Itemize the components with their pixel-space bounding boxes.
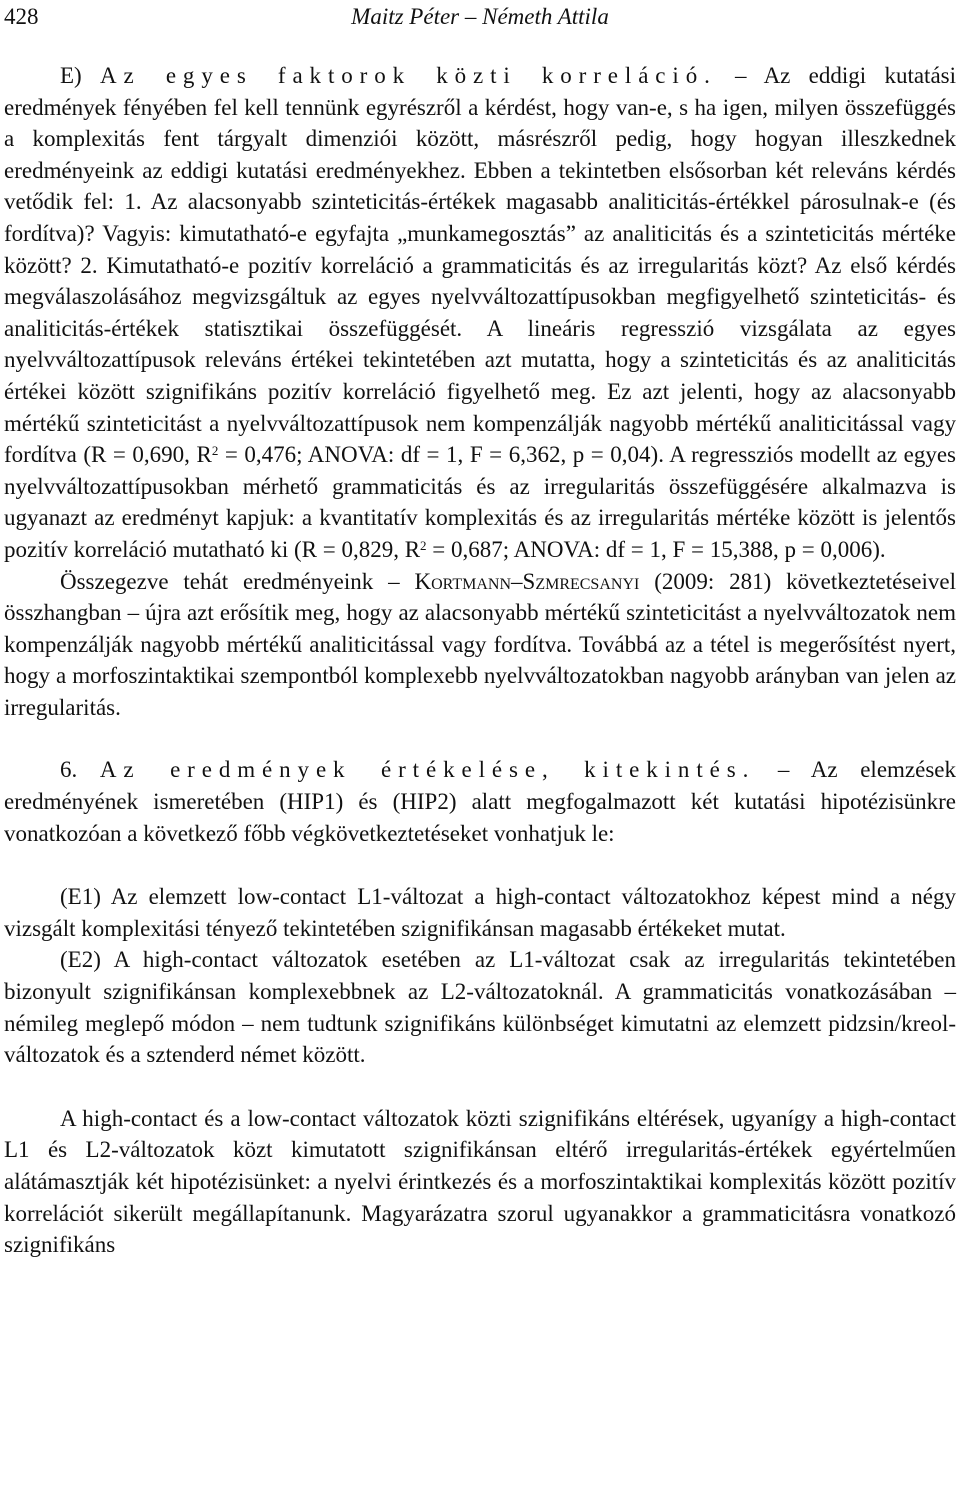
paragraph-correlation [4,60,956,566]
superscript: 2 [420,537,427,553]
section-label: E) [60,63,82,88]
page-number: 428 [4,4,39,29]
author-citation: Kortmann–Szmrecsanyi [414,568,640,594]
paragraph-text: = 0,476; ANOVA: df = 1, F = 6,362, p = 0,04). A regressziós modellt az egyes nyelvváltozattípusokban mérhető grammaticitás és az irregularitás összefüggésére alkalmazva is ugyanazt az eredményt kapjuk: a kvantitatív komplexitás és az irregularitás mértéke között is jelentős pozitív korreláció mutatható ki (R = 0,829, R [4,442,956,562]
section-title: Az egyes faktorok közti korreláció. [100,63,717,88]
section-label: 6. [60,757,78,783]
paragraph-text: Összegezve tehát eredményeink – [60,568,415,594]
paragraph-text: – Az eddigi kutatási eredmények fényében fel kell tennünk egyrészről a kérdést, hogy van-e, s ha igen, milyen összefüggés a komplexitás fent tárgyalt dimenziói között, másrészről pedig, hogy hogyan illeszkednek eredményeink az eddigi kutatási eredményekhez. Ebben a tekintetben elsősorban két releváns kérdés vetődik fel: 1. Az alacsonyabb szinteticitás-értékek magasabb analiticitás-értékkel párosulnak-e (és fordítva)? Vagyis: kimutatható-e egyfajta „munkamegosztás” az analiticitás és a szinteticitás mértéke között? 2. Kimutatható-e pozitív korreláció a grammaticitás és az irregularitás közt? Az első kérdés megválaszolásához megvizsgáltuk az egyes nyelvváltozattípusokban megfigyelhető szinteticitás- és analiticitás-értékek statisztikai összefüggését. A lineáris regresszió vizsgálata az egyes nyelvváltozattípusok releváns értékei tekintetében azt mutatta, hogy a szinteticitás és az analiticitás értékei között szignifikáns pozitív korreláció figyelhető meg. Ez azt jelenti, hogy az alacsonyabb mértékű szinteticitást a nyelvváltozattípusok nem kompenzálják nagyobb mértékű analiticitással vagy fordítva (R = 0,690, R [4,63,956,468]
body-text [4,60,956,1261]
paragraph-conclusion: A high-contact és a low-contact változatok közti szignifikáns eltérések, ugyanígy a high-contact L1 és L2-változatok közt kimutatott szignifikánsan eltérő irregularitás-értékek egyértelműen alátámasztják két hipotézisünket: a nyelvi érintkezés és a morfoszintaktikai komplexitás között pozitív korrelációt sikerült megállapítanunk. Magyarázatra szorul ugyanakkor a grammaticitásra vonatkozó szignifikáns [4,1105,956,1258]
paragraph-summary [4,566,956,724]
paragraph-e1: (E1) Az elemzett low-contact L1-változat a high-contact változatokhoz képest mind a négy vizsgált komplexitási tényező tekintetében szignifikánsan magasabb értékeket mutat. [4,884,956,941]
paragraph-text: (2009: 281) következtetéseivel összhangban – újra azt erősítik meg, hogy az alacsonyabb mértékű szinteticitást a nyelvváltozatok nem kompenzálják nagyobb mértékű analiticitással vagy fordítva. Továbbá az a tétel is megerősítést nyert, hogy a morfoszintaktikai szempontból komplexebb nyelvváltozatokban nagyobb arányban van jelen az irregularitás. [4,568,956,720]
paragraph-e2: (E2) A high-contact változatok esetében az L1-változat csak az irregularitás tekintetében bizonyult szignifikánsan komplexebbnek az L2-változatoknál. A grammaticitás vonatkozásában – némileg meglepő módon – nem tudtunk szignifikáns különbséget kimutatni az elemzett pidzsin/kreol-változatok és a sztenderd német között. [4,947,956,1068]
paragraph-text: = 0,687; ANOVA: df = 1, F = 15,388, p = 0,006). [426,536,886,562]
page-header [4,2,956,32]
paragraph-evaluation [4,754,956,849]
paragraph-text: – Az elemzések eredményének ismeretében (HIP1) és (HIP2) alatt megfogalmazott két kutatási hipotézisünkre vonatkozóan a következő főbb végkövetkeztetéseket vonhatjuk le: [4,757,956,846]
superscript: 2 [211,442,219,458]
running-head: Maitz Péter – Németh Attila [351,4,609,29]
section-title: Az eredmények értékelése, kitekintés. [99,757,756,783]
